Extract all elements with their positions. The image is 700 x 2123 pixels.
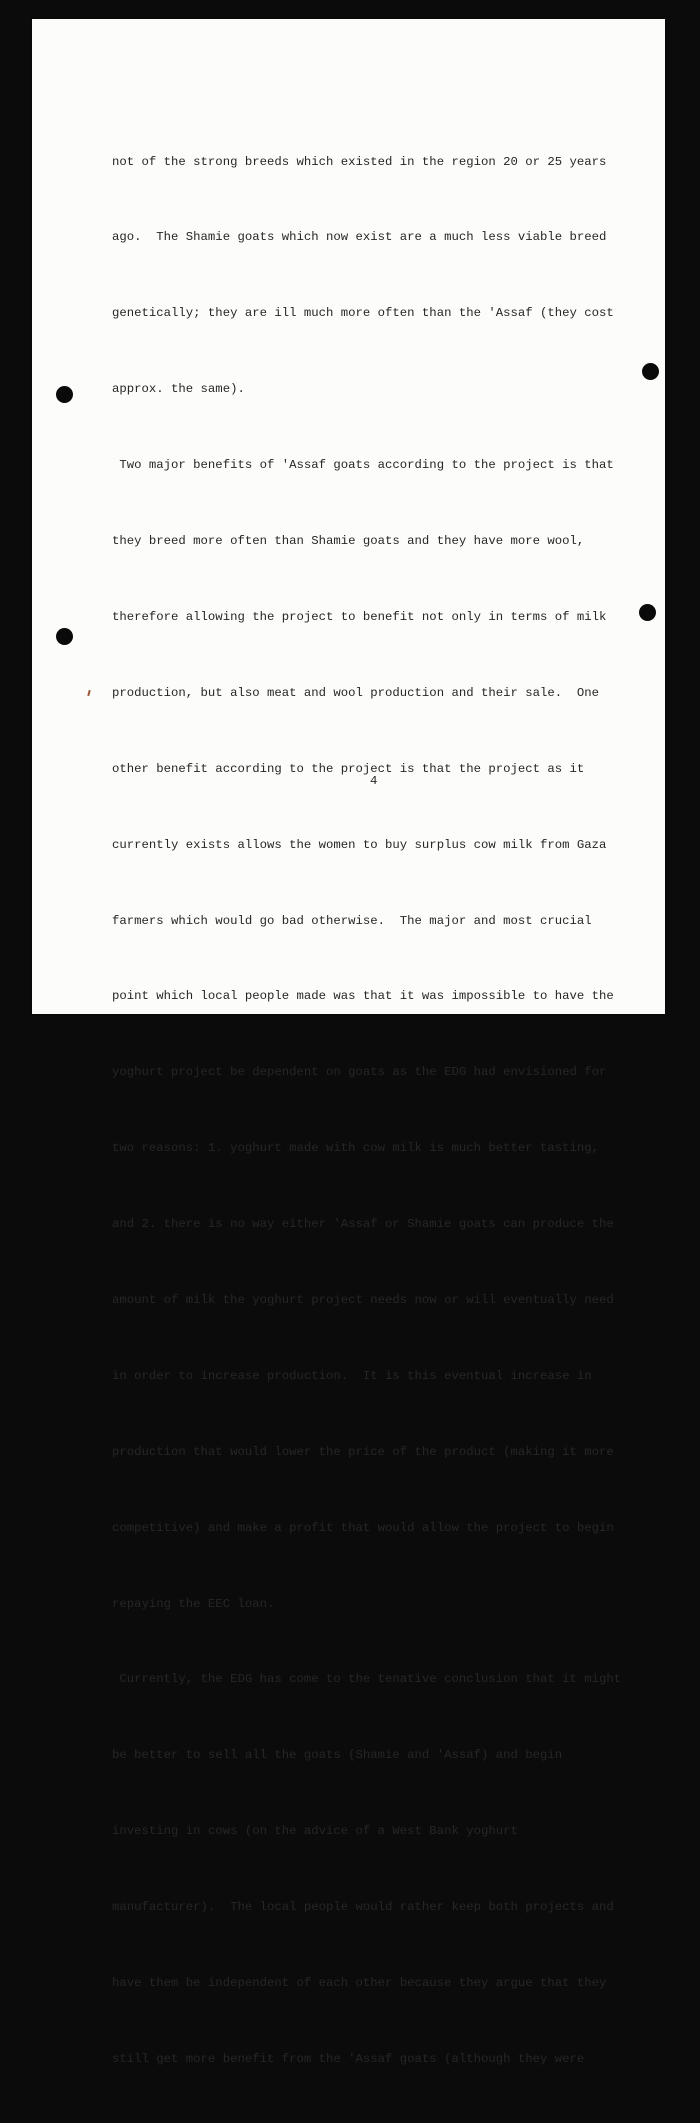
text-line: still get more benefit from the 'Assaf goats (although they were [112, 2051, 585, 2066]
text-line: point which local people made was that it was impossible to have the [112, 989, 614, 1004]
text-line: amount of milk the yoghurt project needs now or will eventually need [112, 1292, 614, 1307]
text-line: therefore allowing the project to benefit not only in terms of milk [112, 609, 607, 624]
text-line: and 2. there is no way either 'Assaf or Shamie goats can produce the [112, 1217, 614, 1232]
text-line: in order to increase production. It is this eventual increase in [112, 1368, 592, 1383]
text-line: investing in cows (on the advice of a West Bank yoghurt [112, 1824, 518, 1839]
text-line: yoghurt project be dependent on goats as the EDG had envisioned for [112, 1065, 607, 1080]
body-text [112, 99, 647, 2123]
text-line: they breed more often than Shamie goats and they have more wool, [112, 534, 585, 549]
text-line: ago. The Shamie goats which now exist are a much less viable breed [112, 230, 607, 245]
text-line: farmers which would go bad otherwise. The major and most crucial [112, 913, 592, 928]
punch-hole-left-upper [56, 386, 73, 403]
text-line: manufacturer). The local people would rather keep both projects and [112, 1900, 614, 1915]
text-line: have them be independent of each other because they argue that they [112, 1975, 607, 1990]
text-line: Currently, the EDG has come to the tenative conclusion that it might [112, 1672, 622, 1687]
text-line: be better to sell all the goats (Shamie and 'Assaf) and begin [112, 1748, 563, 1763]
punch-hole-left-lower [56, 628, 73, 645]
text-line: other benefit according to the project is that the project as it [112, 761, 585, 776]
text-line: Two major benefits of 'Assaf goats according to the project is that [112, 458, 614, 473]
text-line: currently exists allows the women to buy surplus cow milk from Gaza [112, 837, 607, 852]
text-line: competitive) and make a profit that would allow the project to begin [112, 1520, 614, 1535]
text-line: production, but also meat and wool production and their sale. One [112, 685, 600, 700]
text-line: approx. the same). [112, 382, 245, 397]
text-line: genetically; they are ill much more often than the 'Assaf (they cost [112, 306, 614, 321]
text-line: two reasons: 1. yoghurt made with cow milk is much better tasting, [112, 1141, 600, 1156]
page-number: 4 [370, 774, 378, 788]
text-line: not of the strong breeds which existed in the region 20 or 25 years [112, 154, 607, 169]
text-line: repaying the EEC loan. [112, 1596, 275, 1611]
text-line: production that would lower the price of the product (making it more [112, 1444, 614, 1459]
